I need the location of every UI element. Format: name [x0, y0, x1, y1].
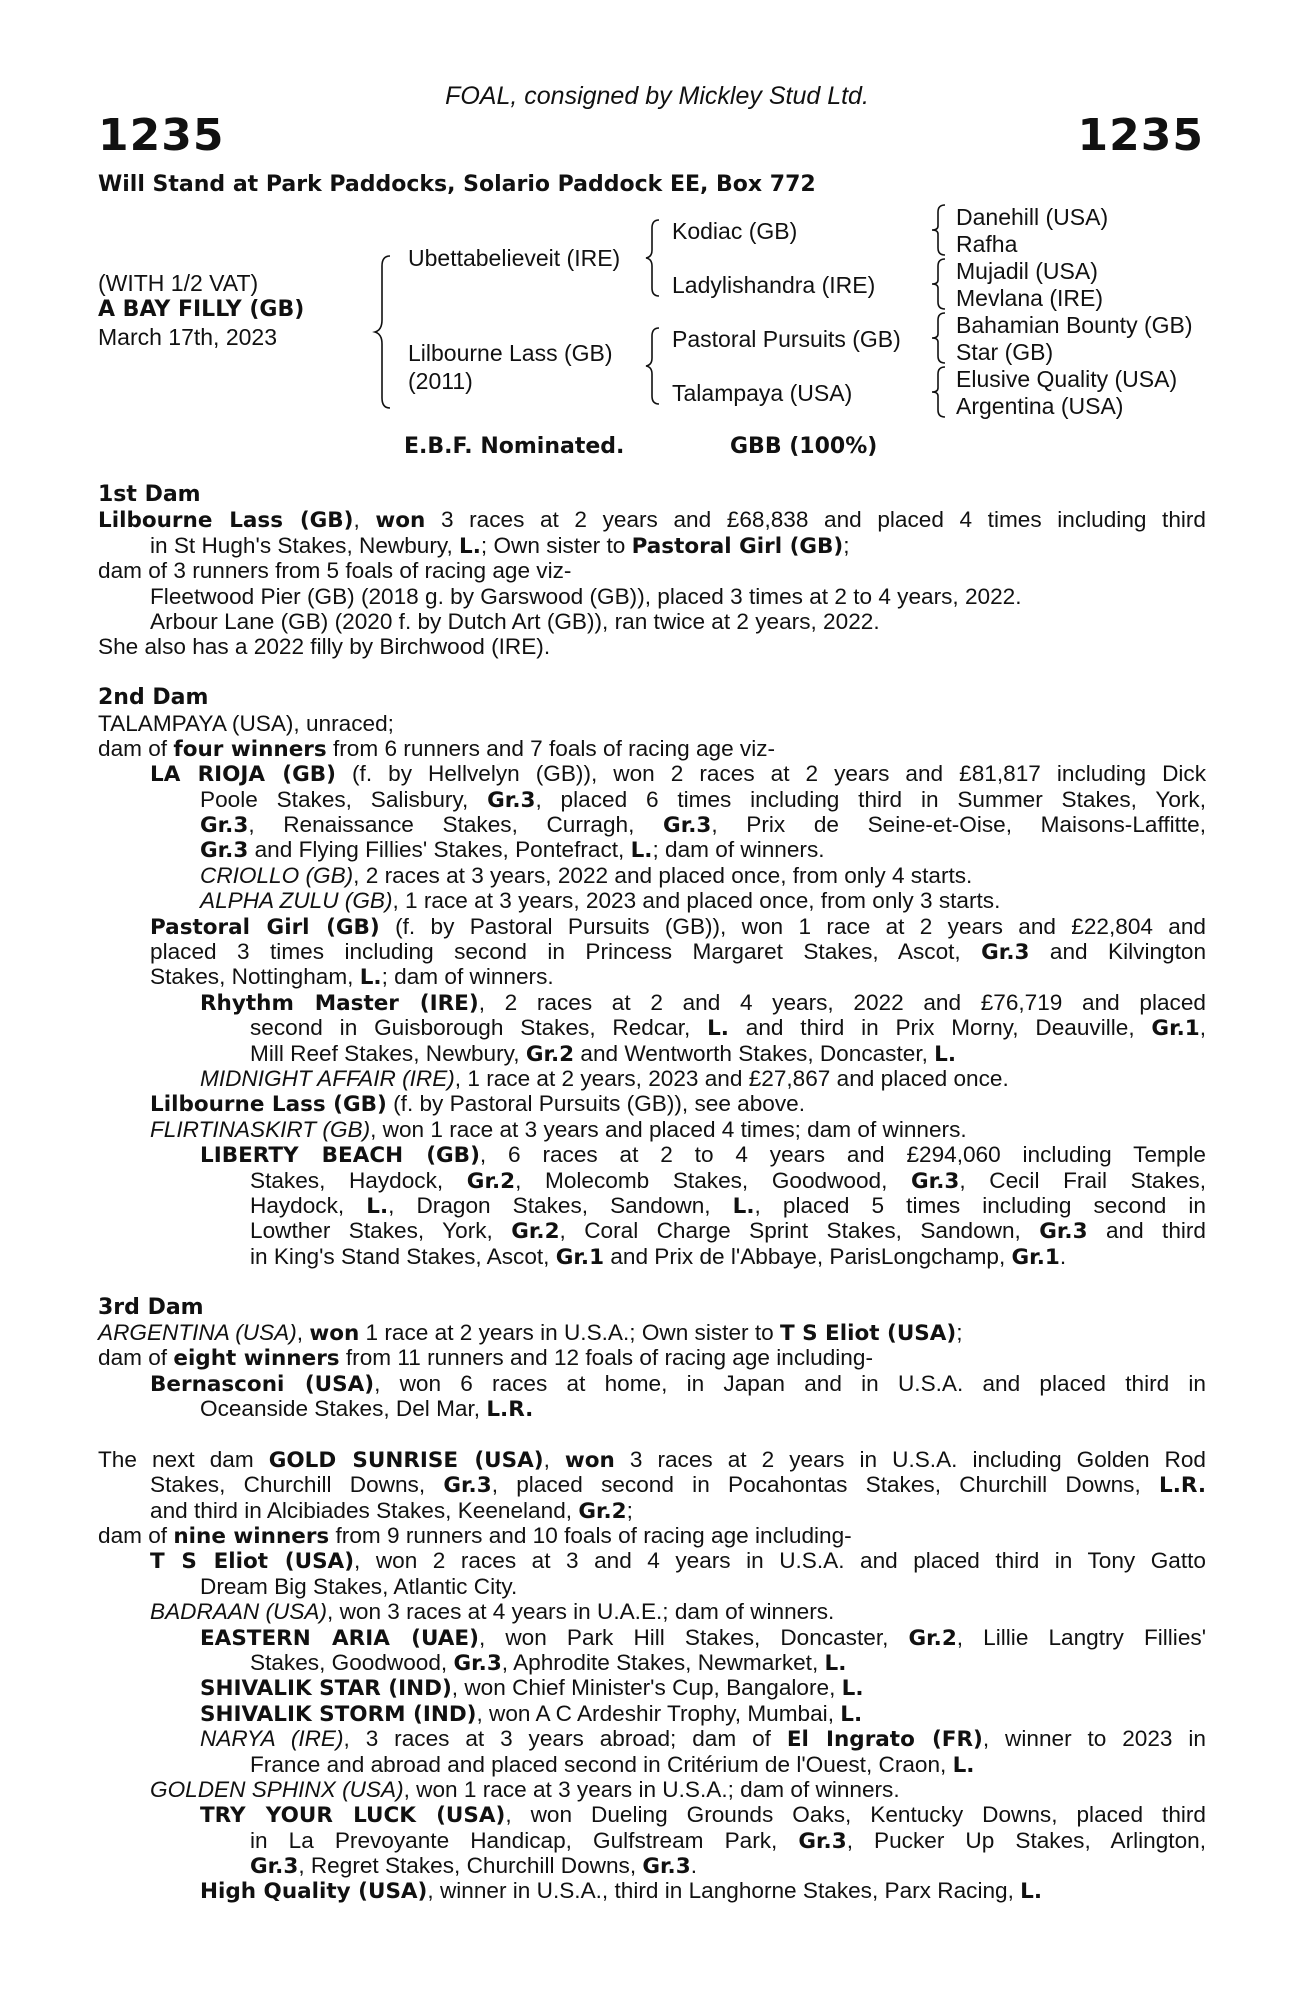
stand-location: Will Stand at Park Paddocks, Solario Paddock EE, Box 772	[98, 172, 816, 197]
lot-number-right: 1235	[1077, 110, 1204, 161]
produce-line: SHIVALIK STORM (IND), won A C Ardeshir Trophy, Mumbai, L.	[200, 1700, 863, 1727]
produce-line: Fleetwood Pier (GB) (2018 g. by Garswood (GB)), placed 3 times at 2 to 4 years, 2022.	[150, 583, 1022, 609]
text-line: Stakes, Churchill Downs, Gr.3, placed second in Pocahontas Stakes, Churchill Downs, L.R.	[150, 1472, 1206, 1499]
produce-line: FLIRTINASKIRT (GB), won 1 race at 3 years and placed 4 times; dam of winners.	[150, 1116, 967, 1142]
pedigree-dam-year: (2011)	[408, 368, 473, 394]
produce-line: Rhythm Master (IRE), 2 races at 2 and 4 years, 2022 and £76,719 and placed	[200, 989, 1206, 1016]
text-line: Poole Stakes, Salisbury, Gr.3, placed 6 times including third in Summer Stakes, York,	[200, 786, 1206, 813]
text-line: Lowther Stakes, York, Gr.2, Coral Charge Sprint Stakes, Sandown, Gr.3 and third	[250, 1218, 1206, 1245]
produce-line: High Quality (USA), winner in U.S.A., third in Langhorne Stakes, Parx Racing, L.	[200, 1878, 1043, 1905]
text-line: Dream Big Stakes, Atlantic City.	[200, 1573, 518, 1599]
pedigree-brace-g5	[928, 310, 948, 366]
pedigree-g3-4: Mevlana (IRE)	[956, 285, 1103, 311]
text-line: Stakes, Goodwood, Gr.3, Aphrodite Stakes, Newmarket, L.	[250, 1649, 847, 1676]
pedigree-brace-sire	[642, 216, 662, 300]
subject-name: A BAY FILLY (GB)	[98, 297, 305, 322]
produce-line: TRY YOUR LUCK (USA), won Dueling Grounds Oaks, Kentucky Downs, placed third	[200, 1802, 1206, 1829]
text-line: dam of four winners from 6 runners and 7 foals of racing age viz-	[98, 735, 776, 762]
pedigree-g3-5: Bahamian Bounty (GB)	[956, 312, 1193, 338]
pedigree-brace-g3	[928, 202, 948, 258]
subject-dob: March 17th, 2023	[98, 324, 278, 350]
produce-line: ALPHA ZULU (GB), 1 race at 3 years, 2023 and placed once, from only 3 starts.	[200, 888, 1001, 914]
second-dam-heading: 2nd Dam	[98, 685, 209, 711]
produce-line: Lilbourne Lass (GB) (f. by Pastoral Pursuits (GB)), see above.	[150, 1091, 805, 1118]
text-line: TALAMPAYA (USA), unraced;	[98, 710, 394, 736]
pedigree-g3-2: Rafha	[956, 231, 1018, 257]
text-line: France and abroad and placed second in Critérium de l'Ouest, Craon, L.	[250, 1751, 975, 1778]
pedigree-g3-3: Mujadil (USA)	[956, 258, 1098, 284]
text-line: Mill Reef Stakes, Newbury, Gr.2 and Wentworth Stakes, Doncaster, L.	[250, 1040, 957, 1067]
text-line: dam of 3 runners from 5 foals of racing age viz-	[98, 558, 572, 584]
produce-line: Pastoral Girl (GB) (f. by Pastoral Pursuits (GB)), won 1 race at 2 years and £22,804 and	[150, 913, 1206, 940]
pedigree-brace-main	[372, 252, 394, 412]
text-line: dam of nine winners from 9 runners and 10 foals of racing age including-	[98, 1523, 852, 1550]
text-line: Gr.3, Regret Stakes, Churchill Downs, Gr.3.	[250, 1853, 697, 1880]
text-line: and third in Alcibiades Stakes, Keeneland, Gr.2;	[150, 1497, 633, 1524]
vat-note: (WITH 1/2 VAT)	[98, 270, 259, 296]
produce-line: LA RIOJA (GB) (f. by Hellvelyn (GB)), won 2 races at 2 years and £81,817 including Dick	[150, 761, 1207, 788]
pedigree-g3-8: Argentina (USA)	[956, 393, 1124, 419]
pedigree-dam-sire: Pastoral Pursuits (GB)	[672, 326, 901, 352]
catalogue-body	[98, 482, 1206, 1904]
pedigree-dam-dam: Talampaya (USA)	[672, 380, 853, 406]
pedigree-brace-g4	[928, 256, 948, 312]
ebf-nominated: E.B.F. Nominated.	[404, 434, 625, 459]
third-dam-heading: 3rd Dam	[98, 1294, 204, 1320]
text-line: Gr.3 and Flying Fillies' Stakes, Pontefract, L.; dam of winners.	[200, 837, 825, 864]
consignor-line: FOAL, consigned by Mickley Stud Ltd.	[445, 82, 869, 110]
produce-line: SHIVALIK STAR (IND), won Chief Minister's Cup, Bangalore, L.	[200, 1675, 864, 1702]
produce-line: T S Eliot (USA), won 2 races at 3 and 4 years in U.S.A. and placed third in Tony Gatto	[150, 1548, 1206, 1575]
text-line: Gr.3, Renaissance Stakes, Curragh, Gr.3, Prix de Seine-et-Oise, Maisons-Laffitte,	[200, 812, 1207, 839]
pedigree-sire-dam: Ladylishandra (IRE)	[672, 272, 876, 298]
pedigree-g3-6: Star (GB)	[956, 339, 1054, 365]
gbb-note: GBB (100%)	[730, 434, 878, 459]
produce-line: EASTERN ARIA (UAE), won Park Hill Stakes, Doncaster, Gr.2, Lillie Langtry Fillies'	[200, 1624, 1207, 1651]
text-line: in St Hugh's Stakes, Newbury, L.; Own sister to Pastoral Girl (GB);	[150, 532, 850, 559]
text-line: in King's Stand Stakes, Ascot, Gr.1 and Prix de l'Abbaye, ParisLongchamp, Gr.1.	[250, 1243, 1067, 1270]
pedigree-dam: Lilbourne Lass (GB)	[408, 340, 613, 366]
text-line: Haydock, L., Dragon Stakes, Sandown, L., placed 5 times including second in	[250, 1192, 1206, 1219]
produce-line: GOLDEN SPHINX (USA), won 1 race at 3 years in U.S.A.; dam of winners.	[150, 1776, 900, 1802]
produce-line: NARYA (IRE), 3 races at 3 years abroad; dam of El Ingrato (FR), winner to 2023 in	[200, 1726, 1206, 1753]
text-line: The next dam GOLD SUNRISE (USA), won 3 races at 2 years in U.S.A. including Golden Rod	[98, 1446, 1207, 1473]
produce-line: Arbour Lane (GB) (2020 f. by Dutch Art (GB)), ran twice at 2 years, 2022.	[150, 608, 880, 634]
produce-line: MIDNIGHT AFFAIR (IRE), 1 race at 2 years, 2023 and £27,867 and placed once.	[200, 1065, 1009, 1091]
produce-line: CRIOLLO (GB), 2 races at 3 years, 2022 and placed once, from only 4 starts.	[200, 862, 973, 888]
text-line: Stakes, Nottingham, L.; dam of winners.	[150, 964, 554, 991]
text-line: placed 3 times including second in Princess Margaret Stakes, Ascot, Gr.3 and Kilvington	[150, 939, 1207, 966]
text-line: second in Guisborough Stakes, Redcar, L. and third in Prix Morny, Deauville, Gr.1,	[250, 1015, 1207, 1042]
pedigree-g3-7: Elusive Quality (USA)	[956, 366, 1178, 392]
pedigree-sire-sire: Kodiac (GB)	[672, 218, 798, 244]
text-line: She also has a 2022 filly by Birchwood (IRE).	[98, 634, 551, 660]
text-line: Lilbourne Lass (GB), won 3 races at 2 years and £68,838 and placed 4 times including third	[98, 507, 1206, 534]
produce-line: BADRAAN (USA), won 3 races at 4 years in U.A.E.; dam of winners.	[150, 1599, 835, 1625]
text-line: ARGENTINA (USA), won 1 race at 2 years in U.S.A.; Own sister to T S Eliot (USA);	[98, 1319, 963, 1346]
produce-line: Bernasconi (USA), won 6 races at home, in Japan and in U.S.A. and placed third in	[150, 1370, 1206, 1397]
produce-line: LIBERTY BEACH (GB), 6 races at 2 to 4 years and £294,060 including Temple	[200, 1142, 1207, 1169]
first-dam-heading: 1st Dam	[98, 482, 201, 507]
pedigree-g3-1: Danehill (USA)	[956, 204, 1109, 230]
text-line: Oceanside Stakes, Del Mar, L.R.	[200, 1396, 534, 1423]
text-line: in La Prevoyante Handicap, Gulfstream Park, Gr.3, Pucker Up Stakes, Arlington,	[250, 1827, 1206, 1854]
text-line: dam of eight winners from 11 runners and 12 foals of racing age including-	[98, 1345, 873, 1372]
text-line: Stakes, Haydock, Gr.2, Molecomb Stakes, Goodwood, Gr.3, Cecil Frail Stakes,	[250, 1167, 1206, 1194]
pedigree-brace-dam	[642, 324, 662, 408]
pedigree-brace-g6	[928, 364, 948, 420]
pedigree-sire: Ubettabelieveit (IRE)	[408, 245, 621, 271]
lot-number-left: 1235	[98, 110, 225, 161]
